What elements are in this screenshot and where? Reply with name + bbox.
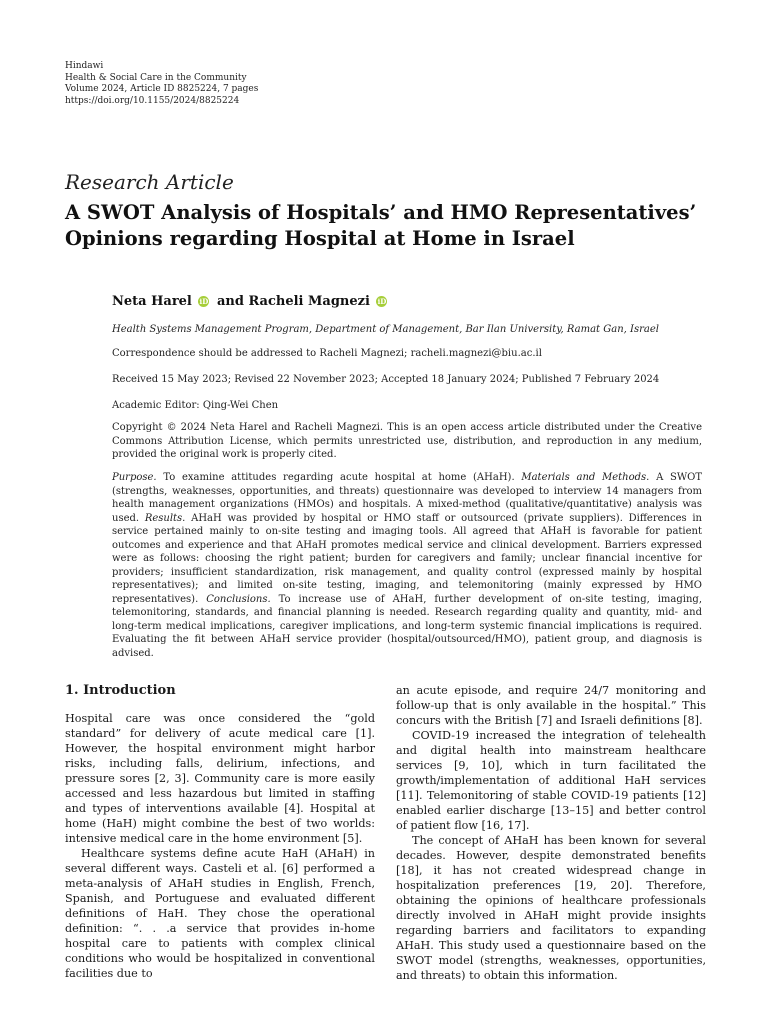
abstract-conclusions-label: Conclusions.	[206, 593, 271, 605]
body-paragraph: Healthcare systems define acute HaH (AHaH) in several different ways. Casteli et al. [6] performed a meta-analysis of AHaH studies in English, French, Spanish, and Portuguese and evaluated different definitions of HaH. They chose the operational definition: “. . .a service that provides in-home hospital care to patients with complex clinical conditions who would be hospitalized in conventional facilities due to	[65, 847, 375, 980]
body-paragraph: Hospital care was once considered the “gold standard” for delivery of acute medical care [1]. However, the hospital environment might harbor risks, including falls, delirium, infections, and pressure sores [2, 3]. Community care is more easily accessed and less hazardous but limited in staffing and types of interventions available [4]. Hospital at home (HaH) might combine the best of two worlds: intensive medical care in the home environment [5].	[65, 712, 375, 845]
body-paragraph: an acute episode, and require 24/7 monitoring and follow-up that is only available in the hospital.” This concurs with the British [7] and Israeli definitions [8].	[396, 684, 706, 727]
author-name[interactable]: Racheli Magnezi	[248, 294, 370, 309]
orcid-icon[interactable]: iD	[199, 297, 209, 306]
journal-name: Health & Social Care in the Community	[65, 72, 247, 83]
publication-dates: Received 15 May 2023; Revised 22 November 2023; Accepted 18 January 2024; Published 7 February 2024	[112, 374, 660, 385]
volume-info: Volume 2024, Article ID 8825224, 7 pages	[65, 84, 259, 94]
abstract	[112, 471, 702, 660]
abstract-results-label: Results.	[144, 512, 186, 524]
academic-editor: Academic Editor: Qing-Wei Chen	[112, 400, 279, 411]
journal-header	[65, 61, 258, 107]
abstract-results: AHaH was provided by hospital or HMO staff or outsourced (private suppliers). Differences in service pertained mainly to on-site testing and imaging tools. All agreed that AHaH is favorable for patient outcomes and experience and that AHaH promotes medical service and clinical development. Barriers expressed were as follows: choosing the right patient; burden for caregivers and family; unclear financial incentive for providers; insufficient standardization, risk management, and quality control (expressed mainly by hospital representatives); and limited on-site testing, imaging, and telemonitoring (mainly expressed by HMO representatives).	[112, 512, 703, 605]
body-paragraph: The concept of AHaH has been known for several decades. However, despite demonstrated benefits [18], it has not created widespread change in hospitalization preferences [19, 20]. Therefore, obtaining the opinions of healthcare professionals directly involved in AHaH might provide insights regarding barriers and facilitators to expanding AHaH. This study used a questionnaire based on the SWOT model (strengths, weaknesses, opportunities, and threats) to obtain this information.	[396, 834, 706, 982]
author-conjunction: and	[216, 294, 244, 309]
body-column-left	[65, 683, 375, 981]
abstract-methods-label: Materials and Methods.	[521, 472, 650, 483]
correspondence: Correspondence should be addressed to Racheli Magnezi; racheli.magnezi@biu.ac.il	[112, 348, 542, 359]
abstract-purpose-label: Purpose.	[112, 472, 157, 483]
section-heading: 1. Introduction	[65, 683, 176, 698]
orcid-icon[interactable]: iD	[377, 297, 387, 306]
body-column-right	[396, 683, 706, 983]
body-paragraph: COVID-19 increased the integration of telehealth and digital health into mainstream healthcare services [9, 10], which in turn facilitated the growth/implementation of additional HaH services [11]. Telemonitoring of stable COVID-19 patients [12] enabled earlier discharge [13–15] and better control of patient flow [16, 17].	[396, 729, 706, 832]
abstract-purpose: To examine attitudes regarding acute hospital at home (AHaH).	[156, 472, 522, 483]
doi-link[interactable]: https://doi.org/10.1155/2024/8825224	[65, 95, 240, 106]
publisher-name: Hindawi	[65, 61, 104, 71]
abstract-conclusions: To increase use of AHaH, further development of on-site testing, imaging, telemonitoring, standards, and financial planning is needed. Research regarding quality and quantity, mid- and long-term medical implications, caregiver implications, and long-term systemic financial implications is required. Evaluating the fit between AHaH service provider (hospital/outsourced/HMO), patient group, and diagnosis is advised.	[112, 593, 702, 659]
affiliation: Health Systems Management Program, Department of Management, Bar Ilan University, Ramat Gan, Israel	[112, 324, 659, 335]
author-name[interactable]: Neta Harel	[112, 294, 192, 309]
article-type: Research Article	[65, 170, 234, 194]
title-line-2: Opinions regarding Hospital at Home in Israel	[65, 227, 575, 250]
title-line-1: A SWOT Analysis of Hospitals’ and HMO Representatives’	[65, 201, 697, 224]
copyright-notice: Copyright © 2024 Neta Harel and Racheli Magnezi. This is an open access article distributed under the Creative Commons Attribution License, which permits unrestricted use, distribution, and reproduction in any medium, provided the original work is properly cited.	[112, 422, 702, 460]
article-title	[65, 200, 715, 252]
author-list	[112, 294, 390, 309]
abstract-methods: A SWOT (strengths, weaknesses, opportunities, and threats) questionnaire was developed to interview 14 managers from health management organizations (HMOs) and hospitals. A mixed-method (qualitative/quantitative) analysis was used.	[112, 472, 703, 524]
